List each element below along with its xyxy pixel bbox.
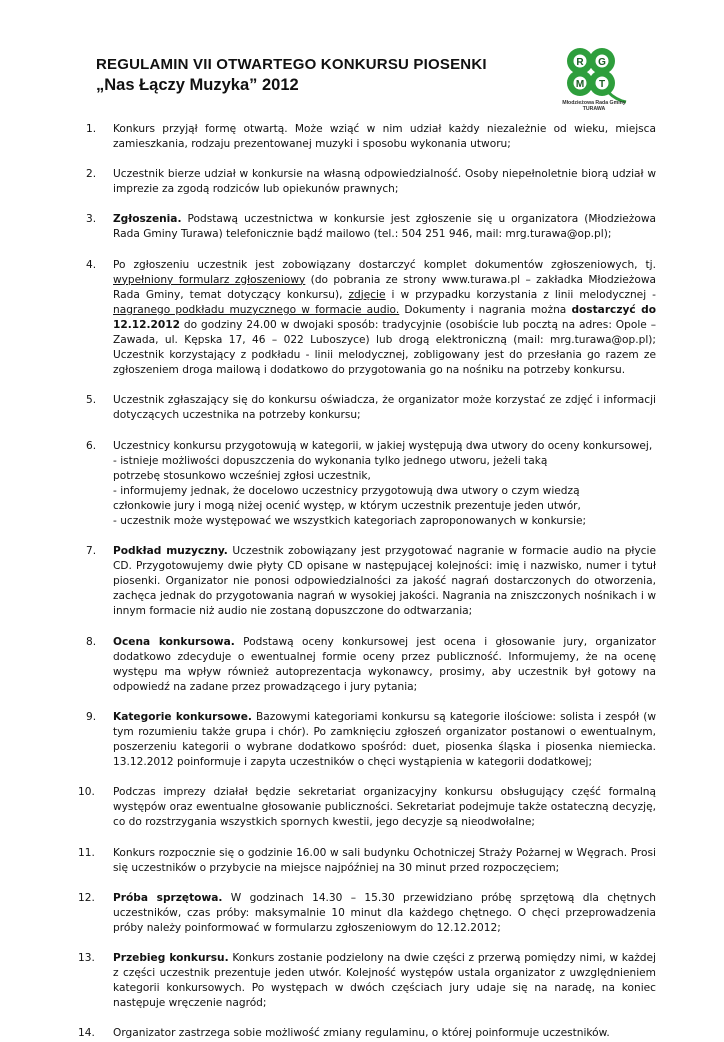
rule-text: Uczestnik zobowiązany jest przygotować nagranie w formacie audio na płycie CD. Przygotowujemy dwie płyty CD opisane w następującej kolejności: imię i nazwisko, numer i tytuł piosenki. Organizator nie ponosi odpowiedzialności za jakość nagrań dostarczonych do otworzenia, zachęca jednak do przygotowania nagrań w wysokiej jakości. Nagrania na zniszczonych nośnikach i w innym formacie niż audio nie zostaną dopuszczone do odtwarzania;	[113, 545, 656, 618]
rule-item-12	[78, 891, 656, 936]
sub-item-text: - uczestnik może występować we wszystkich kategoriach zaproponowanych w konkursie;	[113, 514, 587, 527]
rule-heading: Przebieg konkursu.	[113, 952, 229, 965]
form-link: wypełniony formularz zgłoszeniowy	[113, 273, 306, 286]
logo-letter-r: R	[576, 57, 584, 68]
rule-text: Podczas imprezy działał będzie sekretariat organizacyjny konkursu obsługujący część formalną występów oraz ewentualne głosowanie publiczności. Sekretariat podejmuje także ostateczną decyzję, co do rozstrzygania wszystkich spornych kwestii, jego decyzje są nieodwołalne;	[113, 786, 656, 829]
sub-item	[113, 484, 656, 499]
rule-item-4	[86, 258, 656, 379]
sub-list	[113, 454, 656, 529]
rule-text-part: do godziny 24.00 w dwojaki sposób: tradycyjnie (osobiście lub pocztą na adres: Opole – Zawada, ul. Kępska 17, 46 – 022 Luboszyce) lub drogą elektroniczną (mail: mrg.turawa@op.pl); Uczestnik korzystający z podkładu - linii melodycznej, zobligowany jest do przesłania go razem ze zgłoszeniem droga mailową i dodatkowo do przygotowania go na nośniku na potrzeby konkursu.	[113, 318, 656, 377]
rule-heading: Podkład muzyczny.	[113, 545, 228, 558]
sub-item	[113, 454, 656, 469]
rule-text: Konkurs zostanie podzielony na dwie części z przerwą pomiędzy nimi, w każdej z części uczestnik prezentuje jeden utwór. Kolejność występów ustala organizator z uwzględnieniem kategorii konkursowych. Po występach w dwóch częściach jury udaje się na naradę, na koniec następuje wręczenie nagród;	[113, 952, 656, 1010]
rule-item-2	[86, 167, 656, 197]
rule-number: 9.	[86, 710, 97, 723]
sub-item-text: potrzebę stosunkowo wcześniej zgłosi uczestnik,	[113, 469, 371, 482]
rule-item-7	[86, 544, 656, 619]
rule-heading: Próba sprzętowa.	[113, 891, 223, 904]
rule-number: 4.	[86, 258, 97, 271]
logo-caption	[544, 100, 644, 112]
logo-letter-m: M	[575, 79, 585, 90]
page-title: REGULAMIN VII OTWARTEGO KONKURSU PIOSENKI	[96, 56, 487, 73]
rule-text-part: (do pobrania ze strony www.turawa.pl – zakładka Młodzieżowa Rada Gminy, temat dotyczący konkursu),	[113, 273, 656, 301]
rule-text: Podstawą oceny konkursowej jest ocena i głosowanie jury, organizator dodatkowo zdecyduje o ewentualnej formie oceny przez publiczność. Informujemy, że na ocenę występu ma wpływ również autoprezentacja wykonawcy, prosimy, aby uczestnik był gotowy na odpowiedź na zadane przez prowadzącego i jury pytania;	[113, 635, 656, 693]
rule-number: 13.	[78, 952, 95, 965]
rule-number: 3.	[86, 213, 97, 226]
rule-text: Uczestnicy konkursu przygotowują w kategorii, w jakiej występują dwa utwory do oceny konkursowej,	[113, 439, 653, 452]
rule-number: 6.	[86, 439, 97, 452]
logo-letter-t: T	[598, 79, 606, 90]
page-subtitle: „Nas Łączy Muzyka” 2012	[96, 76, 299, 94]
rule-item-5	[86, 393, 656, 423]
rule-heading: Zgłoszenia.	[113, 213, 182, 226]
rule-item-3	[86, 212, 656, 242]
rule-number: 10.	[78, 786, 95, 799]
sub-item-text: - istnieje możliwości dopuszczenia do wykonania tylko jednego utworu, jeżeli taką	[113, 454, 548, 467]
rules-list	[78, 122, 656, 1042]
rule-item-10	[78, 785, 656, 830]
rule-text: W godzinach 14.30 – 15.30 przewidziano próbę sprzętową dla chętnych uczestników, czas próby: maksymalnie 10 minut dla każdego chętnego. O chęci przeprowadzenia próby należy poinformować w formularzu zgłoszeniowym do 12.12.2012;	[113, 891, 656, 934]
rule-number: 12.	[78, 891, 95, 904]
sub-item	[113, 499, 656, 514]
rule-number: 11.	[78, 846, 95, 859]
rule-heading: Ocena konkursowa.	[113, 635, 235, 648]
logo-letter-g: G	[598, 57, 606, 68]
rule-text: Konkurs rozpocznie się o godzinie 16.00 w sali budynku Ochotniczej Straży Pożarnej w Węgrach. Prosi się uczestników o przybycie na miejsce najpóźniej na 30 minut przed rozpoczęciem;	[113, 846, 656, 874]
rule-item-8	[86, 635, 656, 695]
rule-item-14	[78, 1026, 656, 1041]
rule-item-11	[78, 846, 656, 876]
rule-text: Uczestnik bierze udział w konkursie na własną odpowiedzialność. Osoby niepełnoletnie biorą udział w imprezie za zgodą rodziców lub opiekunów prawnych;	[113, 168, 656, 196]
rule-item-9	[86, 710, 656, 770]
rule-text: Organizator zastrzega sobie możliwość zmiany regulaminu, o której poinformuje uczestników.	[113, 1027, 610, 1040]
deadline-bold: dostarczyć do 12.12.2012	[113, 303, 656, 331]
rule-text: Podstawą uczestnictwa w konkursie jest zgłoszenie się u organizatora (Młodzieżowa Rada Gminy Turawa) telefonicznie bądź mailowo (tel.: 504 251 946, mail: mrg.turawa@op.pl);	[113, 213, 656, 241]
rule-text: Bazowymi kategoriami konkursu są kategorie ilościowe: solista i zespół (w tym rozumieniu także grupa i chór). Po zamknięciu zgłoszeń organizator postanowi o ewentualnym, poszerzeniu kategorii o wybrane dodatkowo spośród: duet, piosenka śląska i piosenka niemiecka. 13.12.2012 poinformuje i zapyta uczestników o chęci wystąpienia w kategorii dodatkowej;	[113, 710, 656, 769]
rule-text: Uczestnik zgłaszający się do konkursu oświadcza, że organizator może korzystać ze zdjęć i informacji dotyczących uczestnika na potrzeby konkursu;	[113, 394, 656, 422]
rule-heading: Kategorie konkursowe.	[113, 710, 252, 723]
sub-item-text: członkowie jury i mogą niżej ocenić występ, w którym uczestnik prezentuje jeden utwór,	[113, 499, 581, 512]
rule-number: 2.	[86, 168, 97, 181]
sub-item	[113, 469, 656, 484]
logo-caption-line2: TURAWA	[582, 106, 606, 112]
sub-item	[113, 514, 656, 529]
rule-number: 14.	[78, 1027, 95, 1040]
rule-number: 7.	[86, 545, 97, 558]
audio-underlined: nagranego podkładu muzycznego w formacie audio.	[113, 303, 400, 316]
rule-number: 5.	[86, 394, 97, 407]
photo-underlined: zdjęcie	[348, 288, 386, 301]
rule-text-part: Dokumenty i nagrania można	[399, 303, 572, 316]
rule-text-part: i w przypadku korzystania z linii melodycznej -	[385, 288, 656, 301]
rule-text: Konkurs przyjął formę otwartą. Może wziąć w nim udział każdy niezależnie od wieku, miejsca zamieszkania, rodzaju prezentowanej muzyki i sposobu wykonania utworu;	[113, 123, 656, 151]
rule-text-part: Po zgłoszeniu uczestnik jest zobowiązany dostarczyć komplet dokumentów zgłoszeniowych, tj.	[113, 258, 656, 271]
rule-item-6	[86, 439, 656, 530]
rule-number: 1.	[86, 123, 97, 135]
rule-number: 8.	[86, 635, 97, 648]
rule-item-13	[78, 951, 656, 1011]
sub-item-text: - informujemy jednak, że docelowo uczestnicy przygotowują dwa utwory o czym wiedzą	[113, 484, 580, 497]
logo-caption-line1: Młodzieżowa Rada Gminy	[562, 100, 626, 106]
rule-item-1	[86, 122, 656, 152]
